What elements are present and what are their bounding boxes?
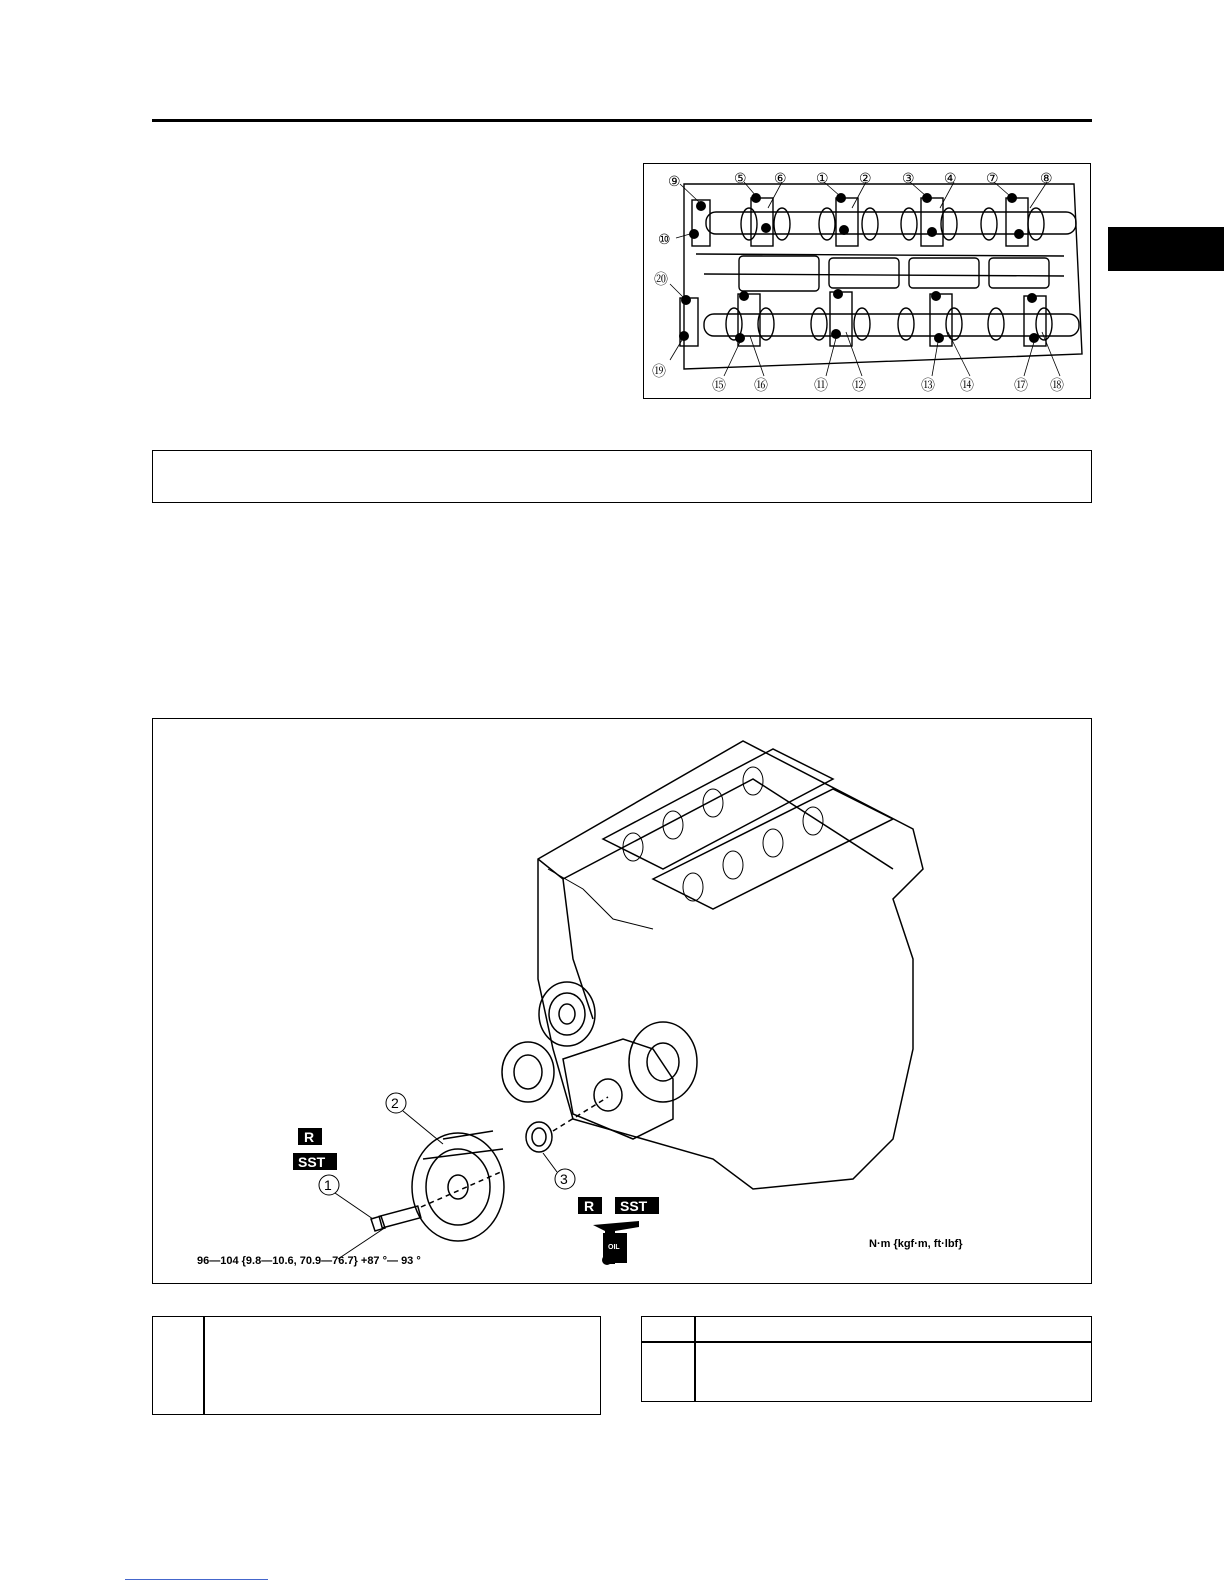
oil-label: OIL [608, 1244, 620, 1251]
callout-20: ⑳ [654, 271, 668, 287]
callout-4: ④ [944, 170, 957, 186]
callout-19: ⑲ [652, 363, 666, 379]
callout-14: ⑭ [960, 377, 974, 393]
callout-5: ⑤ [734, 170, 747, 186]
torque-spec: 96—104 {9.8—10.6, 70.9—76.7} +87 °— 93 ° [197, 1255, 421, 1267]
parts-table-left [152, 1316, 601, 1415]
crankshaft-pulley-figure [152, 718, 1092, 1284]
callout-12: ⑫ [852, 377, 866, 393]
callout-13: ⑬ [921, 377, 935, 393]
callout-16: ⑯ [754, 377, 768, 393]
badge-r-text: R [304, 1129, 315, 1145]
badge-r-text-2: R [584, 1198, 595, 1214]
callout-8: ⑧ [1040, 170, 1053, 186]
note-box [152, 450, 1092, 503]
callout-18: ⑱ [1050, 377, 1064, 393]
header-rule [152, 119, 1092, 122]
section-tab [1108, 227, 1224, 271]
callout-15: ⑮ [712, 377, 726, 393]
camshaft-cap-sequence-figure [643, 163, 1091, 399]
engine-exploded-drawing [153, 719, 1090, 1282]
callout-2: ② [859, 170, 872, 186]
oil-can-icon [593, 1221, 639, 1265]
footer-link-line [125, 1579, 268, 1580]
callout-10: ⑩ [658, 231, 671, 247]
callout-3-label: 3 [560, 1171, 568, 1187]
callout-7: ⑦ [986, 170, 999, 186]
badge-sst-text: SST [298, 1154, 326, 1170]
callout-1: ① [816, 170, 829, 186]
torque-units: N·m {kgf·m, ft·lbf} [869, 1238, 963, 1250]
callout-1-label: 1 [324, 1177, 332, 1193]
callout-3: ③ [902, 170, 915, 186]
callout-9: ⑨ [668, 173, 681, 189]
badge-sst-text-2: SST [620, 1198, 648, 1214]
callout-2-label: 2 [391, 1095, 399, 1111]
callout-17: ⑰ [1014, 377, 1028, 393]
callout-6: ⑥ [774, 170, 787, 186]
parts-table-right [641, 1316, 1092, 1402]
camshaft-cap-drawing [644, 164, 1089, 397]
callout-11: ⑪ [814, 377, 828, 393]
